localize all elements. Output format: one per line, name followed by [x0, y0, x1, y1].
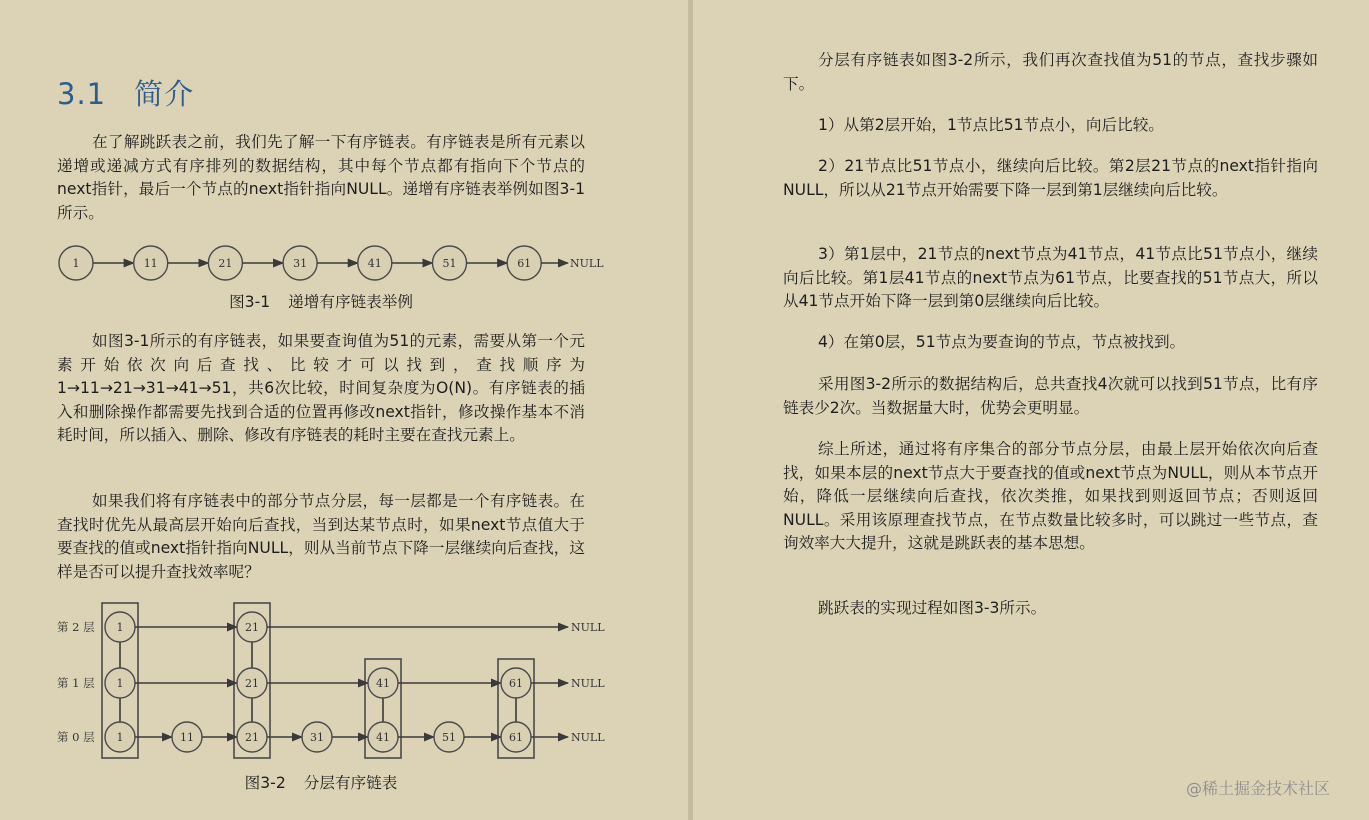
skip-node-51-label: 51 [442, 731, 456, 744]
list-node-41-label: 41 [367, 257, 382, 270]
figure-3-1-caption-text: 递增有序链表举例 [288, 293, 413, 311]
right-paragraph-6: 采用图3-2所示的数据结构后，总共查找4次就可以找到51节点，比有序链表少2次。当数据量大时，优势会更明显。 [783, 375, 1318, 417]
layer-null-label: NULL [571, 677, 605, 690]
skip-node-1-label: 1 [116, 731, 124, 744]
skip-node-11-label: 11 [180, 731, 194, 744]
figure-3-1-linked-list [50, 238, 620, 288]
layer-null-label: NULL [571, 731, 605, 744]
skip-node-1-label: 1 [116, 677, 124, 690]
figure-3-2-caption-text: 分层有序链表 [303, 774, 398, 792]
search-step-2: 2）21节点比51节点小，继续向后比较。第2层21节点的next指针指向NULL，所以从21节点开始需要下降一层到第1层继续向后比较。 [783, 157, 1318, 199]
skip-node-1-label: 1 [116, 621, 124, 634]
layer-label: 第 1 层 [57, 676, 95, 690]
watermark: @稀土掘金技术社区 [1186, 779, 1331, 798]
list-node-51-label: 51 [442, 257, 457, 270]
figure-3-1-caption [57, 290, 585, 312]
list-node-61-label: 61 [517, 257, 532, 270]
section-heading [57, 72, 194, 113]
paragraph-3: 如果我们将有序链表中的部分节点分层，每一层都是一个有序链表。在查找时优先从最高层开始向后查找，当到达某节点时，如果next节点值大于要查找的值或next指针指向NULL，则从当前节点下降一层继续向后查找，这样是否可以提升查找效率呢？ [57, 492, 585, 581]
skip-node-41-label: 41 [376, 731, 390, 744]
figure-3-2-skip-list [50, 598, 620, 768]
list-null-label: NULL [570, 257, 604, 270]
paragraph-1: 在了解跳跃表之前，我们先了解一下有序链表。有序链表是所有元素以递增或递减方式有序排列的数据结构，其中每个节点都有指向下个节点的next指针，最后一个节点的next指针指向NULL。递增有序链表举例如图3-1所示。 [57, 133, 585, 222]
skip-node-61-label: 61 [509, 731, 523, 744]
figure-3-1-caption-number: 图3-1 [229, 293, 271, 311]
skip-node-61-label: 61 [509, 677, 523, 690]
list-node-31-label: 31 [293, 257, 308, 270]
skip-node-21-label: 21 [245, 731, 259, 744]
skip-node-41-label: 41 [376, 677, 390, 690]
right-paragraph-8: 跳跃表的实现过程如图3-3所示。 [818, 599, 1047, 617]
paragraph-2: 如图3-1所示的有序链表，如果要查询值为51的元素，需要从第一个元素开始依次向后查找、比较才可以找到，查找顺序为1→11→21→31→41→51，共6次比较，时间复杂度为O(N)。有序链表的插入和删除操作都需要先找到合适的位置再修改next指针，修改操作基本不消耗时间，所以插入、删除、修改有序链表的耗时主要在查找元素上。 [57, 332, 585, 444]
layer-null-label: NULL [571, 621, 605, 634]
layer-label: 第 2 层 [57, 620, 95, 634]
skip-node-21-label: 21 [245, 621, 259, 634]
skip-node-31-label: 31 [310, 731, 324, 744]
section-number: 3.1 [57, 77, 107, 111]
figure-3-2-caption [57, 771, 585, 793]
search-step-3: 3）第1层中，21节点的next节点为41节点，41节点比51节点小，继续向后比较。第1层41节点的next节点为61节点，比要查找的51节点大，所以从41节点开始下降一层到第0层继续向后比较。 [783, 245, 1318, 310]
list-node-1-label: 1 [72, 257, 80, 270]
right-paragraph-1: 分层有序链表如图3-2所示，我们再次查找值为51的节点，查找步骤如下。 [783, 51, 1318, 93]
search-step-4: 4）在第0层，51节点为要查询的节点，节点被找到。 [818, 333, 1186, 351]
figure-3-2-caption-number: 图3-2 [244, 774, 286, 792]
right-paragraph-7: 综上所述，通过将有序集合的部分节点分层，由最上层开始依次向后查找，如果本层的next节点大于要查找的值或next节点为NULL，则从本节点开始，降低一层继续向后查找，依次类推，如果找到则返回节点；否则返回NULL。采用该原理查找节点，在节点数量比较多时，可以跳过一些节点，查询效率大大提升，这就是跳跃表的基本思想。 [783, 440, 1318, 552]
skip-node-21-label: 21 [245, 677, 259, 690]
list-node-21-label: 21 [218, 257, 233, 270]
layer-label: 第 0 层 [57, 730, 95, 744]
list-node-11-label: 11 [143, 257, 158, 270]
section-title: 简介 [134, 77, 195, 111]
search-step-1: 1）从第2层开始，1节点比51节点小，向后比较。 [818, 116, 1164, 134]
